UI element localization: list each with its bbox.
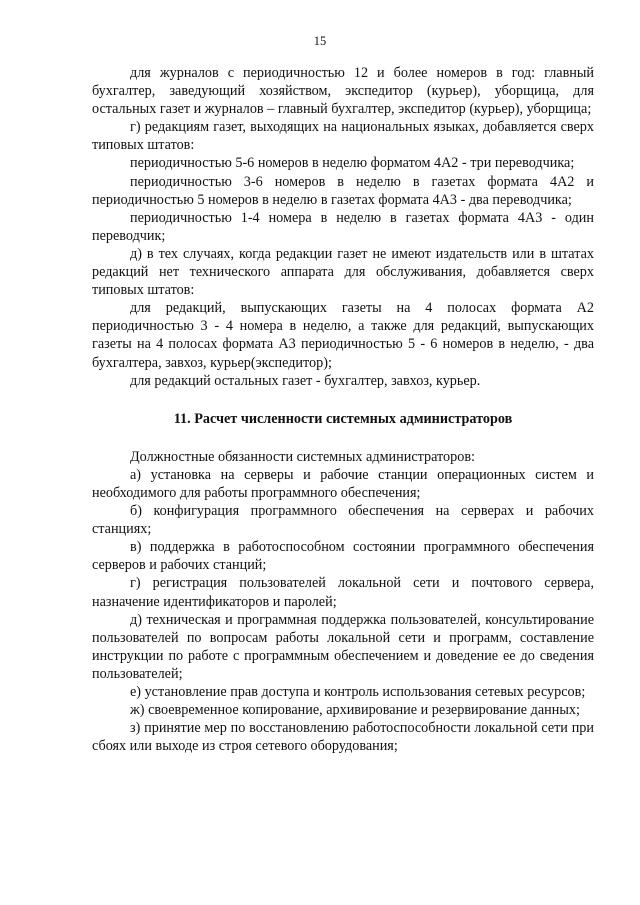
paragraph: д) техническая и программная поддержка пользователей, консультирование пользователей по вопросам работы локальной сети и программ, составление инструкции по работе с программным обеспечением и доведение ее до сведения пользователей; [92, 611, 594, 682]
paragraph: з) принятие мер по восстановлению работоспособности локальной сети при сбоях или выходе из строя сетевого оборудования; [92, 720, 594, 755]
paragraph: периодичностью 3-6 номеров в неделю в газетах формата 4А2 и периодичностью 5 номеров в неделю в газетах формата 4А3 - два переводчика; [92, 173, 594, 208]
paragraph: для журналов с периодичностью 12 и более номеров в год: главный бухгалтер, заведующий хозяйством, экспедитор (курьер), уборщица, для остальных газет и журналов – главный бухгалтер, экспедитор (курьер), уборщица; [92, 65, 594, 118]
paragraph: д) в тех случаях, когда редакции газет не имеют издательств или в штатах редакций нет технического аппарата для обслуживания, добавляется сверх типовых штатов: [92, 245, 594, 299]
paragraph: периодичностью 1-4 номера в неделю в газетах формата 4А3 - один переводчик; [92, 209, 594, 244]
paragraph: Должностные обязанности системных администраторов: [130, 448, 475, 465]
paragraph: а) установка на серверы и рабочие станции операционных систем и необходимого для работы программного обеспечения; [92, 466, 594, 501]
paragraph: е) установление прав доступа и контроль использования сетевых ресурсов; [130, 684, 586, 700]
paragraph: б) конфигурация программного обеспечения на серверах и рабочих станциях; [92, 503, 594, 538]
paragraph: г) регистрация пользователей локальной сети и почтового сервера, назначение идентификаторов и паролей; [92, 575, 594, 610]
paragraph: периодичностью 5-6 номеров в неделю форматом 4А2 - три переводчика; [130, 155, 575, 172]
section-heading: 11. Расчет численности системных администраторов [173, 410, 513, 427]
page-number: 15 [313, 34, 327, 48]
paragraph: для редакций остальных газет - бухгалтер, завхоз, курьер. [130, 372, 481, 389]
paragraph: в) поддержка в работоспособном состоянии программного обеспечения серверов и рабочих станций; [92, 539, 594, 574]
paragraph: г) редакциям газет, выходящих на национальных языках, добавляется сверх типовых штатов: [92, 119, 594, 154]
paragraph: ж) своевременное копирование, архивирование и резервирование данных; [130, 702, 580, 719]
paragraph: для редакций, выпускающих газеты на 4 полосах формата А2 периодичностью 3 - 4 номера в неделю, а также для редакций, выпускающих газеты на 4 полосах формата А3 периодичностью 5 - 6 номеров в неделю, - два бухгалтера, завхоз, курьер(экспедитор); [92, 300, 594, 371]
document-body [92, 64, 594, 755]
